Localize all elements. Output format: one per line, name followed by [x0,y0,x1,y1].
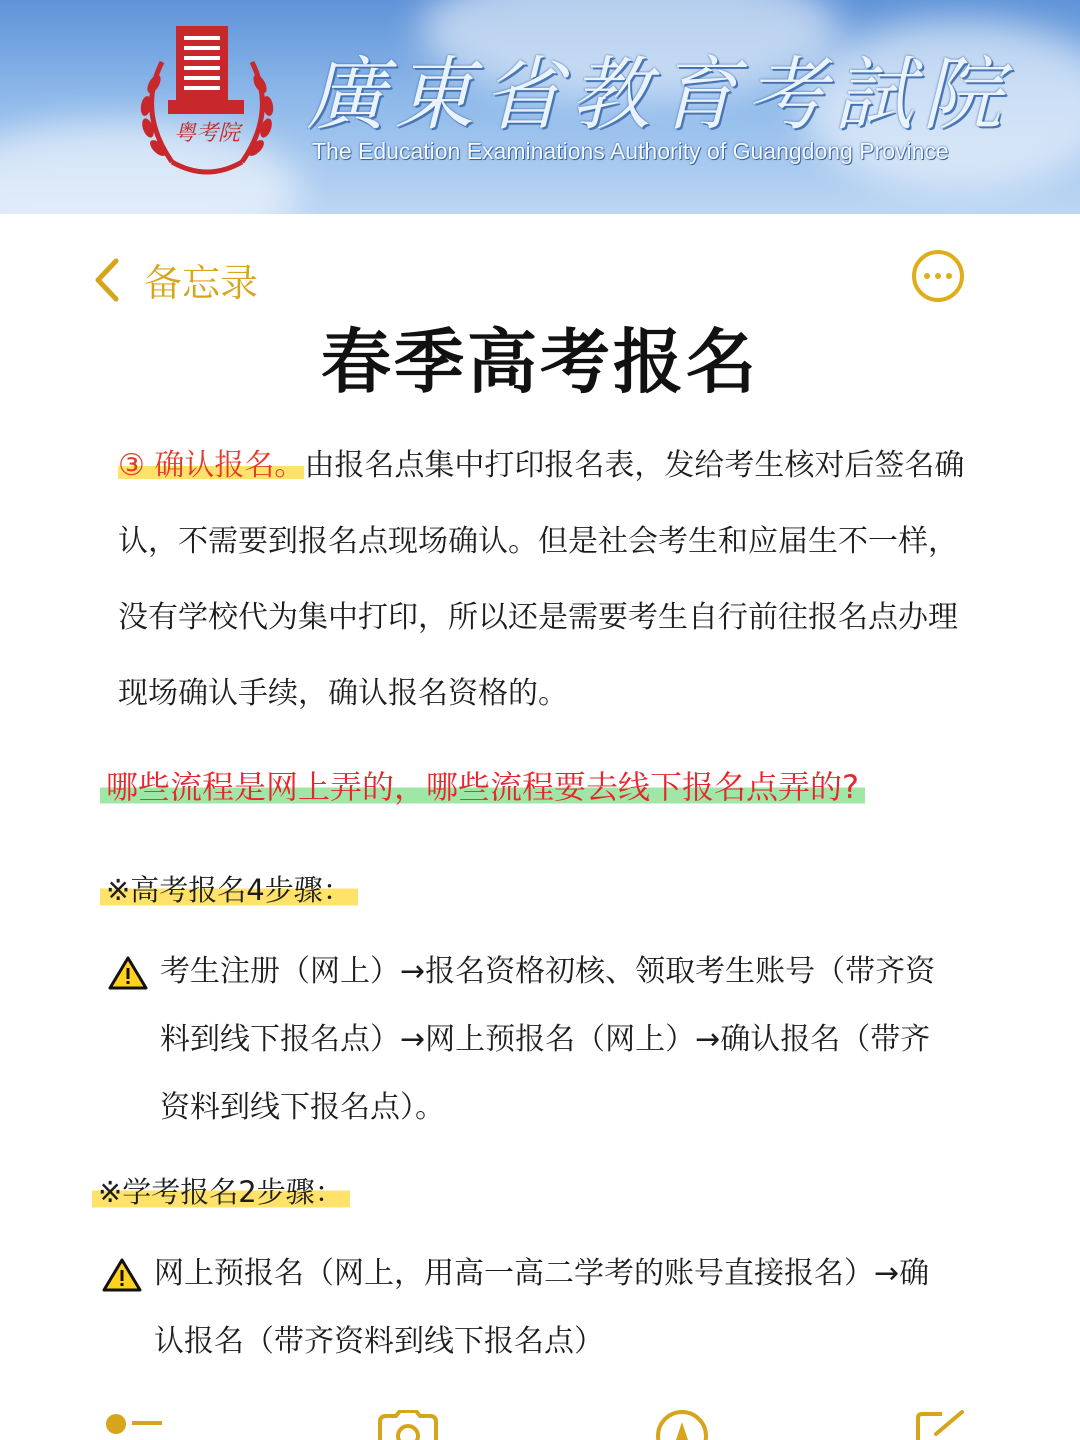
more-options-button[interactable] [912,250,964,302]
gaokao-heading: ※高考报名4步骤： [100,868,358,909]
xuekao-heading: ※学考报名2步骤： [92,1170,350,1211]
step3-label: ③ 确认报名。 [118,448,305,483]
gaokao-steps: 考生注册（网上）→报名资格初核、领取考生账号（带齐资料到线下报名点）→网上预报名（网上）→确认报名（带齐资料到线下报名点）。 [160,954,936,1125]
ellipsis-circle-icon [924,273,930,279]
warning-icon [108,955,148,991]
pen-tip-icon[interactable] [654,1408,710,1440]
authority-emblem-icon [132,22,282,182]
checklist-icon[interactable] [104,1410,164,1440]
back-button-label: 备忘录 [144,261,259,305]
question-highlight: 哪些流程是网上弄的，哪些流程要去线下报名点弄的? [100,762,865,808]
back-button[interactable] [92,252,258,307]
xuekao-steps: 网上预报名（网上，用高一高二学考的账号直接报名）→确认报名（带齐资料到线下报名点） [154,1256,930,1359]
note-paragraph [118,428,978,732]
bottom-toolbar [0,1400,1080,1440]
ellipsis-dot [935,273,941,279]
banner-subtitle: The Education Examinations Authority of Guangdong Province [312,138,949,164]
banner-title: 廣東省教育考試院 [306,48,1010,141]
emblem-text: 粤考院 [173,121,241,146]
compose-icon[interactable] [914,1410,968,1440]
chevron-left-icon [92,257,122,303]
header-banner [0,0,1080,214]
camera-icon[interactable] [376,1410,440,1440]
warning-icon [102,1257,142,1293]
note-title: 春季高考报名 [321,321,759,403]
ellipsis-dot [946,273,952,279]
step3-text: 由报名点集中打印报名表，发给考生核对后签名确认，不需要到报名点现场确认。但是社会考生和应届生不一样，没有学校代为集中打印，所以还是需要考生自行前往报名点办理现场确认手续，确认报名资格的。 [118,448,965,711]
